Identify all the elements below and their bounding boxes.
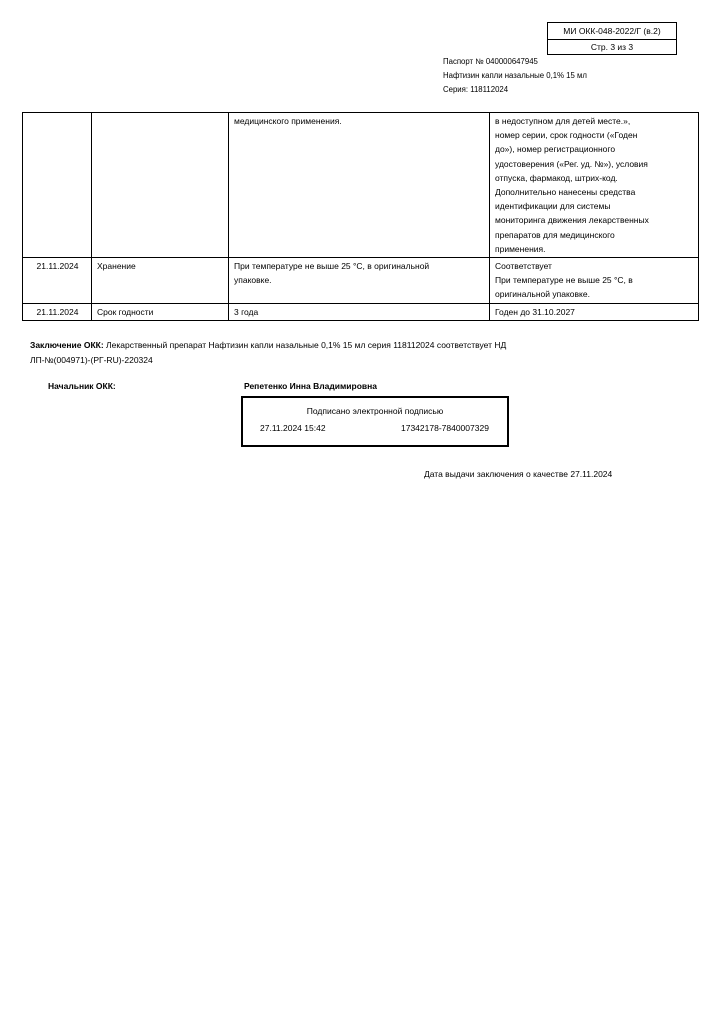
- series-number: Серия: 118112024: [443, 85, 509, 94]
- row-requirement: 3 года: [229, 303, 490, 320]
- results-table: [22, 112, 699, 321]
- signature-title: Подписано электронной подписью: [306, 406, 444, 416]
- row-requirement: медицинского применения.: [229, 113, 490, 258]
- document-code: МИ ОКК-048-2022/Г (в.2): [563, 25, 661, 36]
- electronic-signature-stamp: [241, 396, 509, 447]
- row-parameter: [92, 113, 229, 258]
- table-row: [23, 303, 699, 320]
- row-parameter: Хранение: [92, 258, 229, 304]
- passport-number: Паспорт № 040000647945: [443, 57, 538, 66]
- table-row: [23, 258, 699, 304]
- chief-label: Начальник ОКК:: [48, 381, 116, 391]
- row-date: 21.11.2024: [23, 258, 92, 304]
- issue-date: Дата выдачи заключения о качестве 27.11.2024: [424, 469, 613, 479]
- row-result: в недоступном для детей месте.», номер серии, срок годности («Годен до»), номер регистрационного удостоверения («Рег. уд. №»), условия отпуска, фармакод, штрих-код. Дополнительно нанесены средства идентификации для системы мониторинга движения лекарственных препаратов для медицинского применения.: [490, 113, 699, 258]
- row-date: [23, 113, 92, 258]
- conclusion-text: Лекарственный препарат Нафтизин капли назальные 0,1% 15 мл серия 118112024 соответствует НД: [103, 340, 507, 350]
- quality-conclusion: [30, 338, 590, 368]
- table-row: [23, 113, 699, 258]
- signature-certificate: 17342178-7840007329: [401, 423, 489, 433]
- row-date: 21.11.2024: [23, 303, 92, 320]
- document-code-box: [547, 22, 677, 55]
- signature-datetime: 27.11.2024 15:42: [260, 423, 326, 433]
- row-requirement: При температуре не выше 25 °С, в оригинальной упаковке.: [229, 258, 490, 304]
- row-parameter: Срок годности: [92, 303, 229, 320]
- row-result: Годен до 31.10.2027: [490, 303, 699, 320]
- page-number: Стр. 3 из 3: [548, 39, 676, 56]
- conclusion-reference: ЛП-№(004971)-(РГ-RU)-220324: [30, 355, 153, 365]
- row-result: Соответствует При температуре не выше 25 °С, в оригинальной упаковке.: [490, 258, 699, 304]
- conclusion-label: Заключение ОКК:: [30, 340, 104, 350]
- product-name: Нафтизин капли назальные 0,1% 15 мл: [443, 71, 587, 80]
- chief-name: Репетенко Инна Владимировна: [244, 381, 377, 391]
